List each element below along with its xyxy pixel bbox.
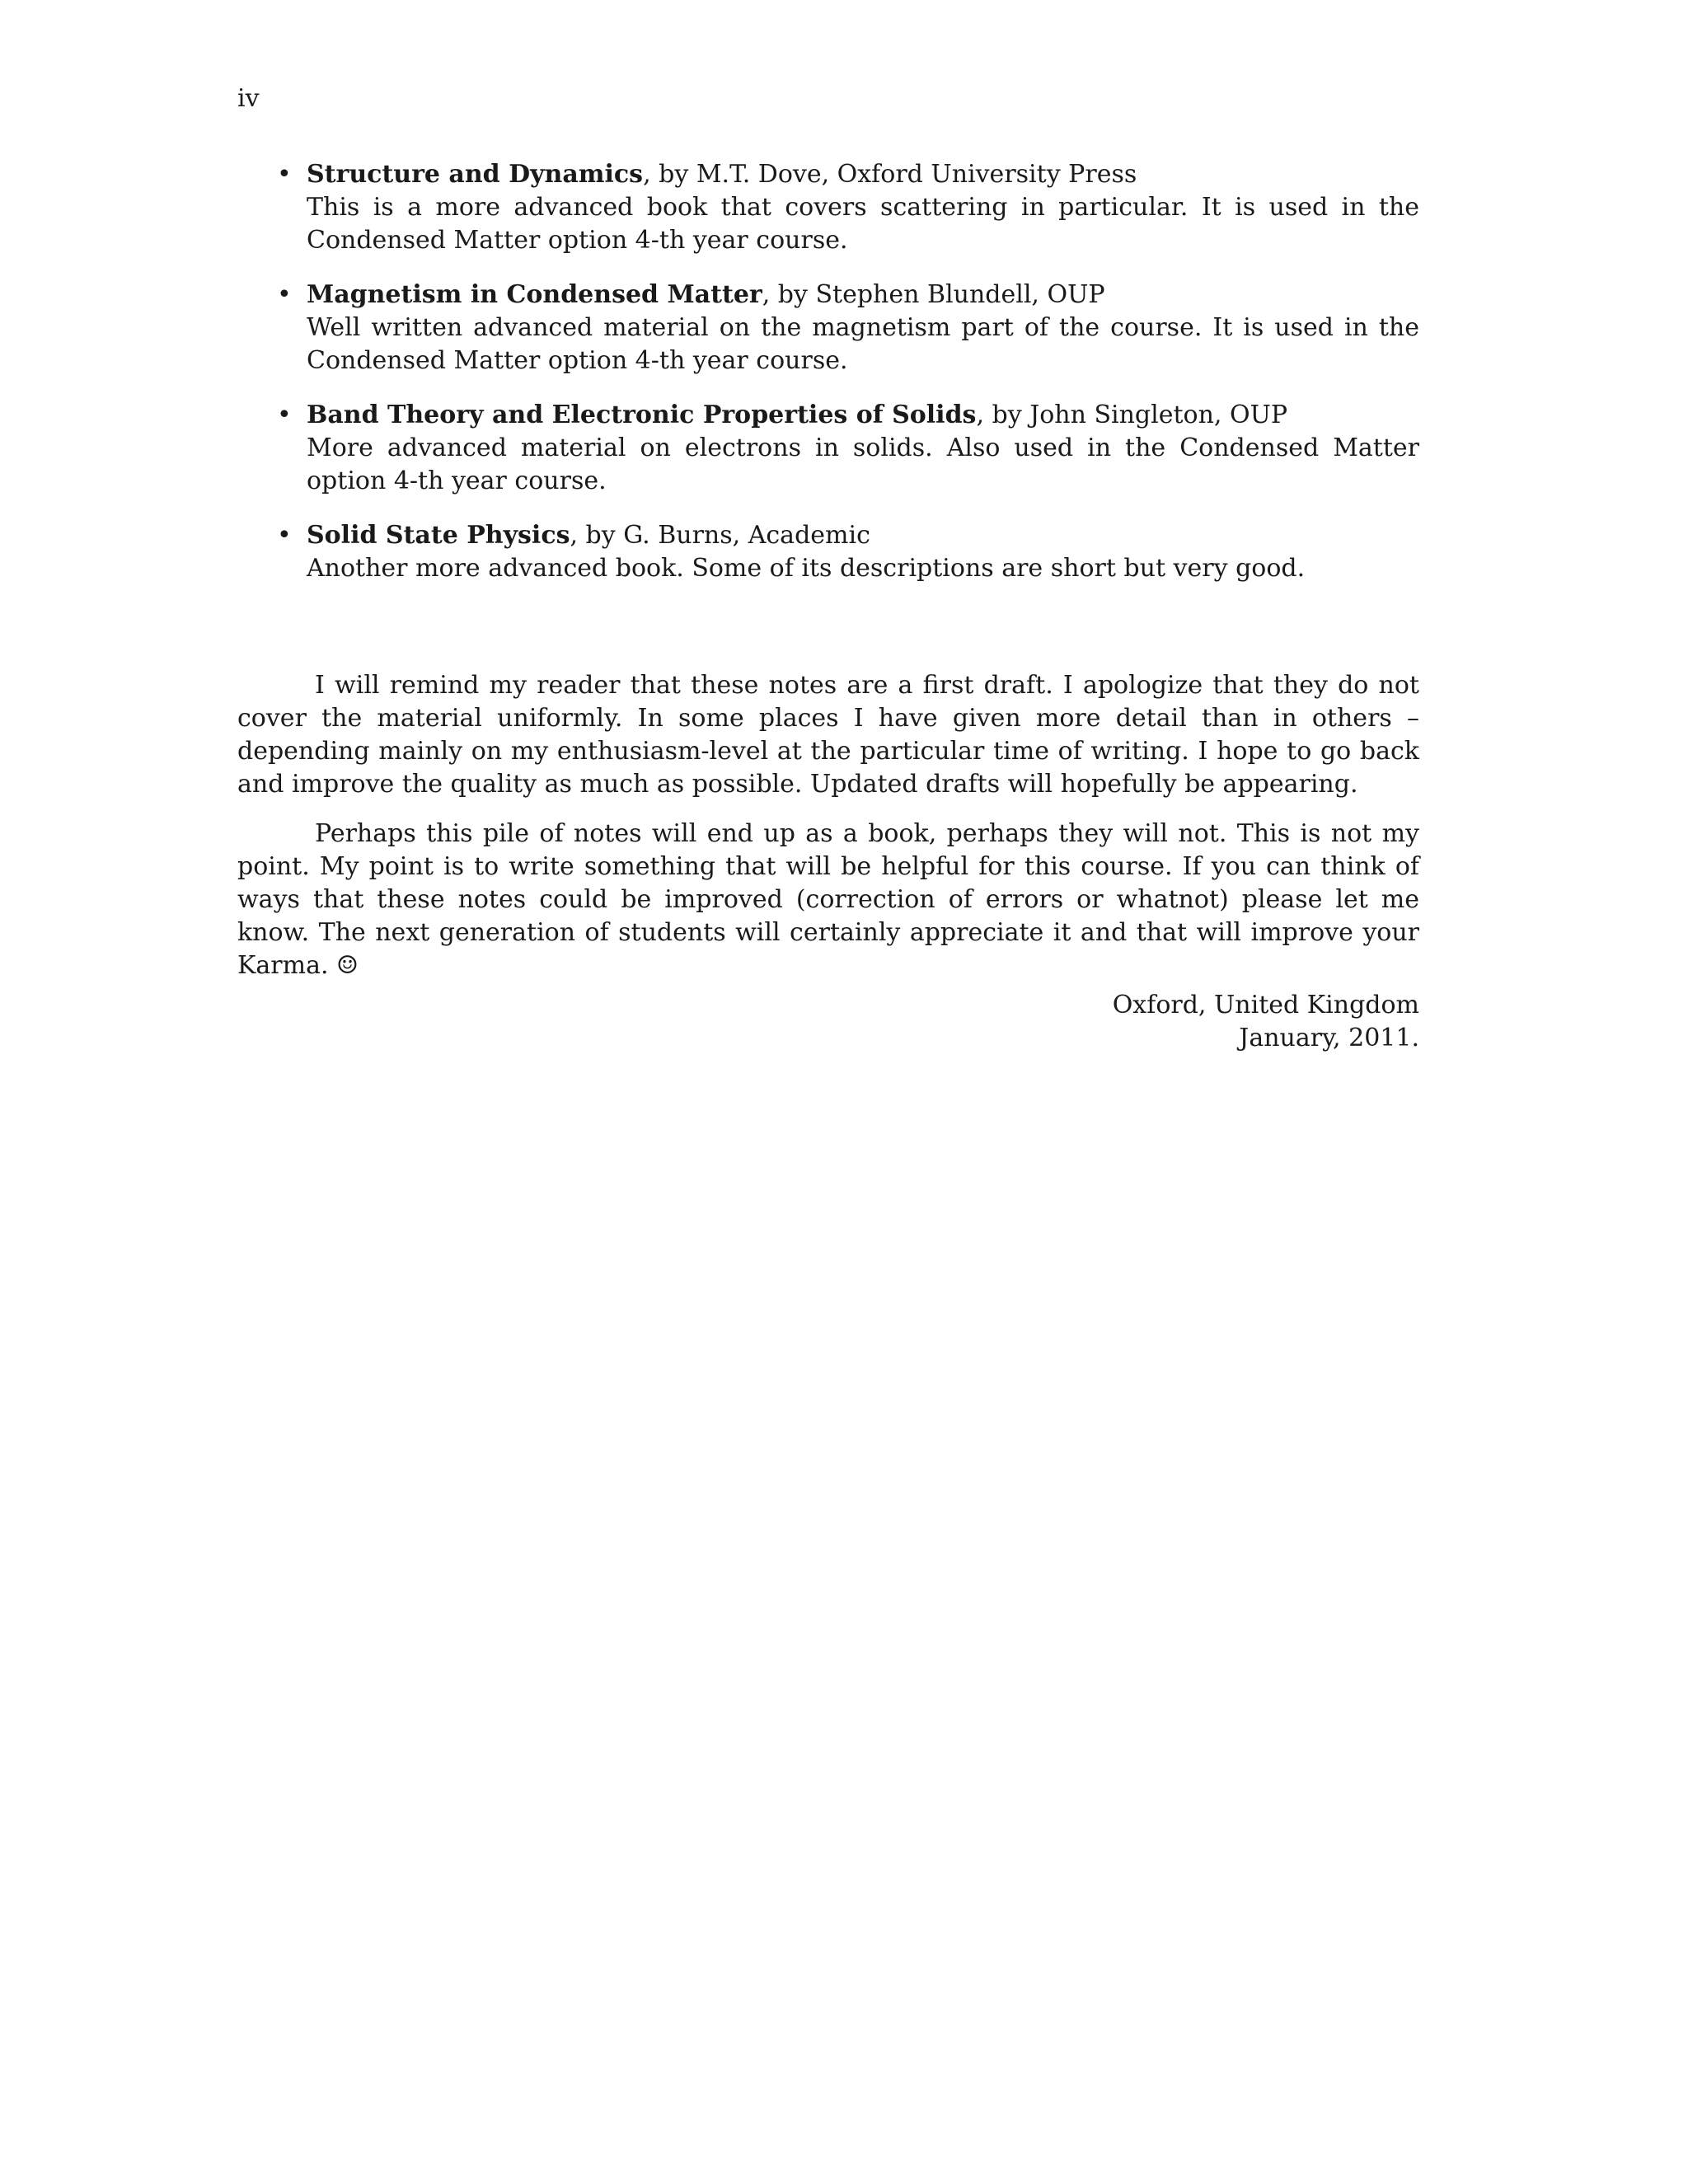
bullet-icon: • <box>277 401 292 429</box>
bullet-icon: • <box>277 280 292 309</box>
signature-location: Oxford, United Kingdom <box>1112 991 1419 1019</box>
signature-block <box>237 989 1419 1055</box>
body-text <box>237 669 1419 999</box>
bullet-icon: • <box>277 521 292 550</box>
list-item <box>277 519 1419 585</box>
book-list <box>277 158 1419 607</box>
book-title: Structure and Dynamics <box>307 160 644 189</box>
book-description: This is a more advanced book that covers scattering in particular. It is used in the Condensed Matter option 4-th year course. <box>307 193 1419 255</box>
page-number: iv <box>237 84 260 113</box>
book-description: More advanced material on electrons in solids. Also used in the Condensed Matter option 4-th year course. <box>307 434 1419 495</box>
book-title: Magnetism in Condensed Matter <box>307 280 762 309</box>
list-item <box>277 158 1419 257</box>
bullet-icon: • <box>277 160 292 189</box>
paragraph: I will remind my reader that these notes are a first draft. I apologize that they do not cover the material uniformly. In some places I have given more detail than in others – depending mainly on my enthusiasm-level at the particular time of writing. I hope to go back and improve the quality as much as possible. Updated drafts will hopefully be appearing. <box>237 671 1419 799</box>
book-byline: , by Stephen Blundell, OUP <box>762 280 1105 309</box>
book-description: Well written advanced material on the magnetism part of the course. It is used in the Condensed Matter option 4-th year course. <box>307 313 1419 375</box>
book-description: Another more advanced book. Some of its descriptions are short but very good. <box>307 554 1306 583</box>
book-byline: , by G. Burns, Academic <box>570 521 870 550</box>
list-item <box>277 399 1419 498</box>
book-title: Band Theory and Electronic Properties of Solids <box>307 401 977 429</box>
book-byline: , by John Singleton, OUP <box>976 401 1288 429</box>
book-title: Solid State Physics <box>307 521 570 550</box>
book-byline: , by M.T. Dove, Oxford University Press <box>643 160 1137 189</box>
paragraph: Perhaps this pile of notes will end up as a book, perhaps they will not. This is not my point. My point is to write something that will be helpful for this course. If you can think of ways that these notes could be improved (correction of errors or whatnot) please let me know. The next generation of students will certainly appreciate it and that will improve your Karma. ☺ <box>237 819 1419 980</box>
signature-date: January, 2011. <box>1239 1024 1419 1052</box>
list-item <box>277 279 1419 377</box>
